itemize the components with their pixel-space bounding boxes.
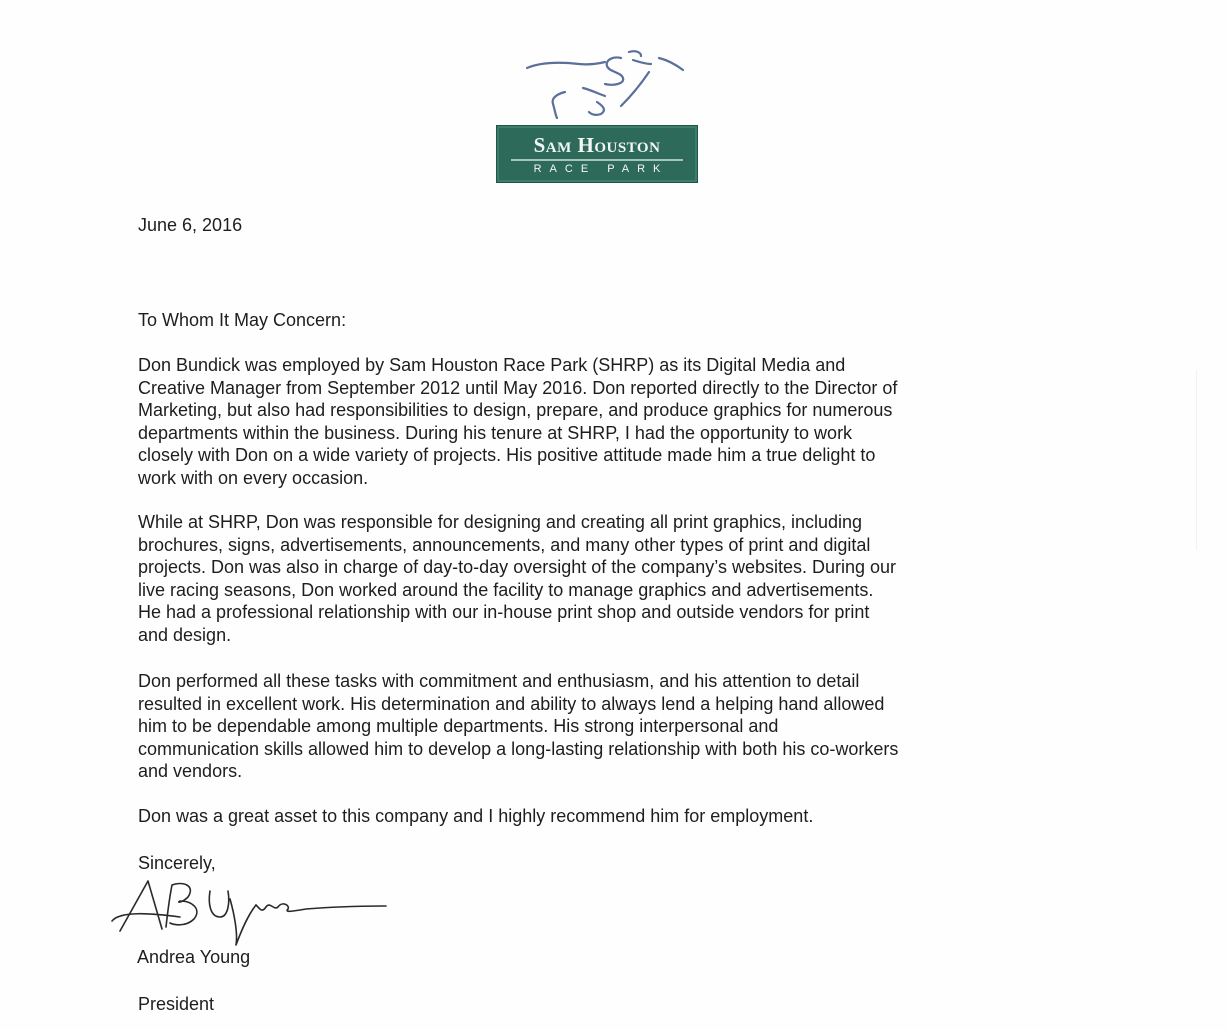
paragraph-line: departments within the business. During his tenure at SHRP, I had the opportunity to work [138, 422, 853, 443]
company-logo [497, 126, 697, 182]
paragraph-line: live racing seasons, Don worked around the facility to manage graphics and advertisements. [138, 579, 874, 600]
signer-name: Andrea Young [137, 947, 251, 967]
paragraph-line: He had a professional relationship with our in-house print shop and outside vendors for print [138, 602, 870, 623]
paragraph-3 [138, 670, 898, 783]
paragraph-line: Don Bundick was employed by Sam Houston Race Park (SHRP) as its Digital Media and [138, 355, 846, 375]
paragraph-2 [138, 511, 896, 647]
closing: Sincerely, [138, 853, 216, 873]
handwritten-signature-icon [110, 873, 395, 953]
paragraph-line: projects. Don was also in charge of day-to-day oversight of the company’s websites. During our [138, 557, 897, 578]
paragraph-line: him to be dependable among multiple departments. His strong interpersonal and [138, 716, 779, 737]
organization-name: Sam Houston [533, 133, 661, 157]
paragraph-line: Marketing, but also had responsibilities to design, prepare, and produce graphics for numerous [138, 400, 893, 421]
paragraph-line: work with on every occasion. [138, 467, 369, 488]
paragraph-line: closely with Don on a wide variety of projects. His positive attitude made him a true delight to [138, 445, 876, 466]
organization-subtitle: RACE PARK [533, 163, 669, 175]
paragraph-line: resulted in excellent work. His determination and ability to always lend a helping hand allowed [138, 693, 885, 714]
paragraph-line: communication skills allowed him to develop a long-lasting relationship with both his co-workers [138, 738, 899, 759]
signer-title: President [138, 994, 215, 1014]
paragraph-line: and design. [138, 624, 232, 645]
horse-and-jockey-icon [521, 48, 691, 123]
letter-date: June 6, 2016 [138, 215, 243, 235]
paragraph-line: brochures, signs, advertisements, announcements, and many other types of print and digital [138, 534, 871, 555]
logo-divider [511, 159, 683, 161]
paragraph-1 [138, 354, 897, 490]
paragraph-line: Don performed all these tasks with commitment and enthusiasm, and his attention to detail [138, 671, 860, 691]
paragraph-line: While at SHRP, Don was responsible for designing and creating all print graphics, including [138, 512, 863, 532]
closing-statement: Don was a great asset to this company and I highly recommend him for employment. [138, 806, 814, 826]
paragraph-line: Creative Manager from September 2012 until May 2016. Don reported directly to the Director of [138, 377, 898, 398]
paragraph-line: and vendors. [138, 761, 243, 782]
salutation: To Whom It May Concern: [138, 310, 347, 330]
scan-artifact [1196, 370, 1197, 550]
